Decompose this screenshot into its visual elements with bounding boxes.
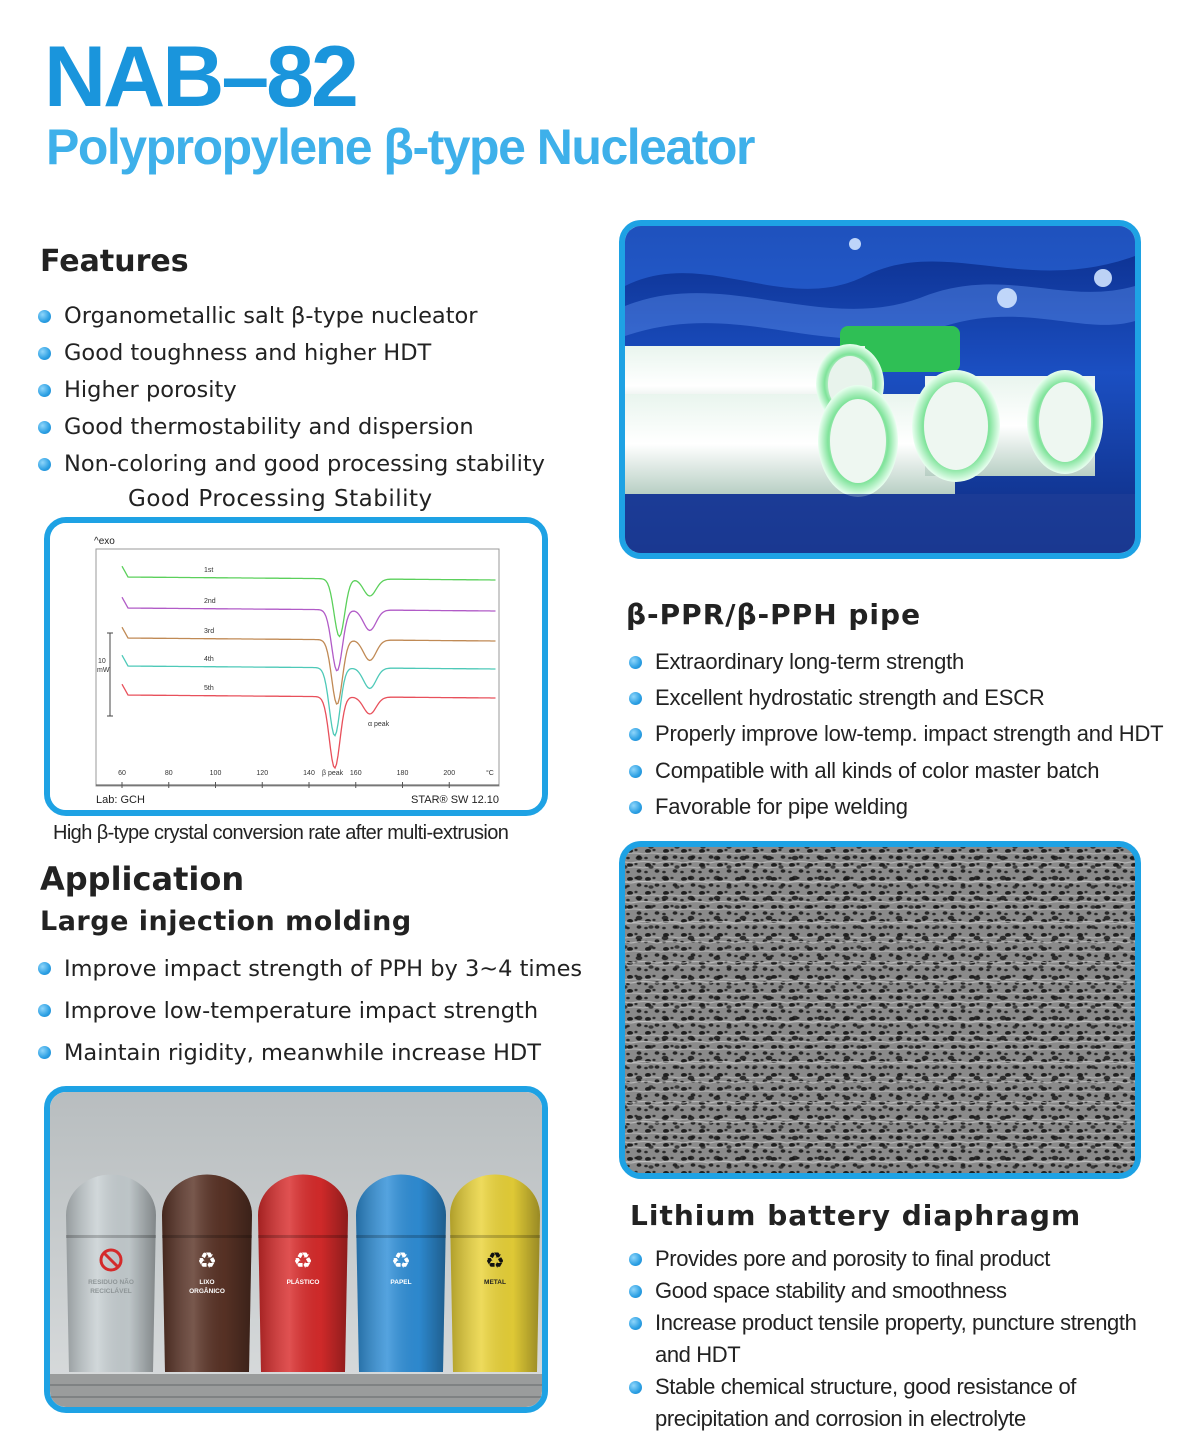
recycle-icon: ♻ (485, 1248, 505, 1273)
bullet-icon (629, 1285, 642, 1298)
dsc-curve-label: 3rd (204, 628, 215, 635)
dsc-software-label: STAR® SW 12.10 (411, 794, 499, 806)
bullet-icon (629, 801, 642, 814)
dsc-x-tick-label: 80 (164, 770, 173, 777)
bullet-icon (38, 310, 51, 323)
dsc-curve-label: 2nd (204, 598, 216, 605)
dsc-x-tick-label: 180 (396, 770, 409, 777)
features-item: Good thermostability and dispersion (38, 409, 545, 446)
application-list (38, 948, 582, 1074)
dsc-curve-label: 4th (204, 656, 214, 663)
pipe-item: Excellent hydrostatic strength and ESCR (629, 680, 1163, 716)
features-list (38, 298, 545, 483)
dsc-lab-label: Lab: GCH (96, 794, 145, 806)
dsc-x-tick-label: 120 (256, 770, 269, 777)
features-item: Higher porosity (38, 372, 545, 409)
recycling-bin (356, 1175, 446, 1373)
battery-item: Good space stability and smoothness (629, 1275, 1169, 1307)
pipe-item: Compatible with all kinds of color master batch (629, 753, 1163, 789)
dsc-x-tick-label: 100 (209, 770, 222, 777)
bullet-icon (38, 347, 51, 360)
pipe-item: Properly improve low-temp. impact strength and HDT (629, 716, 1163, 752)
bin-label: RECICLÁVEL (90, 1288, 132, 1295)
bullet-icon (38, 1004, 51, 1017)
recycle-icon: ♻ (293, 1248, 313, 1273)
dsc-y-label: ^exo (94, 536, 115, 547)
dsc-chart-caption: High β-type crystal conversion rate after multi-extrusion (53, 822, 509, 844)
recycling-bin (66, 1175, 156, 1373)
application-subheading: Large injection molding (40, 906, 412, 937)
bin-label: RESIDUO NÃO (88, 1279, 134, 1286)
application-item: Maintain rigidity, meanwhile increase HDT (38, 1032, 582, 1074)
bullet-icon (38, 421, 51, 434)
battery-list (629, 1243, 1169, 1435)
pipe-list (629, 644, 1163, 825)
application-item: Improve low-temperature impact strength (38, 990, 582, 1032)
features-heading: Features (40, 244, 189, 279)
product-title: NAB–82 (44, 29, 356, 125)
bullet-icon (629, 1253, 642, 1266)
bin-label: ORGÂNICO (189, 1288, 225, 1295)
bullet-icon (38, 962, 51, 975)
recycling-bin (258, 1175, 348, 1373)
dsc-scale-label: 10 (98, 658, 106, 665)
bullet-icon (629, 656, 642, 669)
recycle-icon: ♻ (197, 1248, 217, 1273)
bullet-icon (38, 458, 51, 471)
bullet-icon (629, 692, 642, 705)
recycle-icon: ♻ (391, 1248, 411, 1273)
bin-label: METAL (484, 1279, 506, 1286)
battery-item: Stable chemical structure, good resistance of precipitation and corrosion in electrolyte (629, 1371, 1155, 1435)
features-item: Organometallic salt β-type nucleator (38, 298, 545, 335)
dsc-x-tick-label: 140 (303, 770, 315, 777)
dsc-x-tick-label: 160 (349, 770, 362, 777)
dsc-x-tick-label: 200 (443, 770, 456, 777)
dsc-chart-title: Good Processing Stability (128, 486, 433, 512)
recycling-bins-image (44, 1086, 548, 1413)
dsc-curve-label: 5th (204, 685, 214, 692)
dsc-chart-frame (44, 517, 548, 816)
battery-heading: Lithium battery diaphragm (630, 1199, 1082, 1232)
application-heading: Application (40, 860, 245, 898)
bin-label: LIXO (199, 1279, 215, 1286)
bullet-icon (38, 384, 51, 397)
dsc-chart (50, 523, 542, 810)
dsc-curve-label: 1st (204, 567, 214, 574)
features-item: Good toughness and higher HDT (38, 335, 545, 372)
dsc-x-tick-label: 60 (118, 770, 126, 777)
application-item: Improve impact strength of PPH by 3~4 times (38, 948, 582, 990)
dsc-alpha-peak-label: α peak (368, 721, 390, 728)
bullet-icon (38, 1046, 51, 1059)
bullet-icon (629, 1381, 642, 1394)
dsc-beta-peak-label: β peak (322, 770, 344, 777)
pipe-heading: β-PPR/β-PPH pipe (626, 598, 922, 631)
pipes-image (619, 220, 1141, 559)
pipe-item: Extraordinary long-term strength (629, 644, 1163, 680)
features-item: Non-coloring and good processing stability (38, 446, 545, 483)
membrane-sem-image (619, 841, 1141, 1179)
bin-label: PAPEL (390, 1279, 412, 1286)
bin-label: PLÁSTICO (286, 1279, 320, 1286)
battery-item: Increase product tensile property, puncture strength and HDT (629, 1307, 1165, 1371)
bullet-icon (629, 765, 642, 778)
bullet-icon (629, 728, 642, 741)
recycling-bin (450, 1175, 540, 1373)
bullet-icon (629, 1317, 642, 1330)
product-subtitle: Polypropylene β-type Nucleator (46, 119, 754, 175)
recycling-bin (162, 1175, 252, 1373)
dsc-unit-label: °C (486, 770, 494, 777)
pipe-item: Favorable for pipe welding (629, 789, 1163, 825)
dsc-scale-unit: mW (97, 667, 110, 674)
battery-item: Provides pore and porosity to final product (629, 1243, 1169, 1275)
